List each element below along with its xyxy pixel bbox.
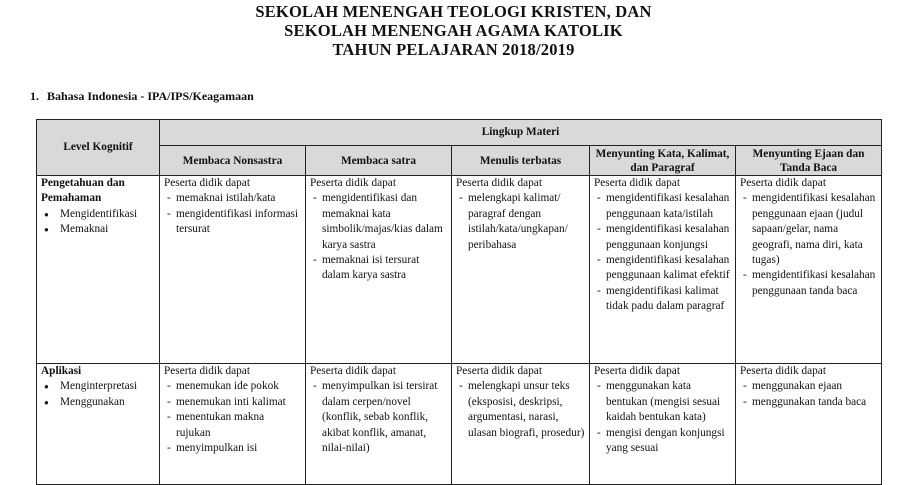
cell-item: - menggunakan tanda baca — [752, 395, 877, 410]
cell-item: - mengidentifikasi kesalahan penggunaan konjungsi — [606, 222, 731, 253]
document-title — [0, 2, 907, 59]
cell-item: - menyimpulkan isi tersirat dalam cerpen/novel (konflik, sebab konflik, akibat konflik, amanat, nilai-nilai) — [322, 379, 447, 456]
level-bullet: ● Menggunakan — [60, 395, 155, 410]
cell-list — [310, 379, 447, 456]
table-cell — [452, 176, 590, 364]
table-cell — [160, 176, 306, 364]
cell-intro: Peserta didik dapat — [740, 177, 826, 189]
cell-list — [740, 379, 877, 410]
level-bullet: ● Menginterpretasi — [60, 379, 155, 394]
title-line-1: SEKOLAH MENENGAH TEOLOGI KRISTEN, DAN — [255, 2, 652, 21]
table-cell — [590, 364, 736, 485]
level-bullet: ● Mengidentifikasi — [60, 207, 155, 222]
level-bullet-list — [41, 379, 155, 410]
cell-item: - mengidentifikasi kesalahan penggunaan ejaan (judul sapaan/gelar, nama geografi, nama diri, kata tugas) — [752, 191, 877, 268]
cell-intro: Peserta didik dapat — [456, 177, 542, 189]
cell-intro: Peserta didik dapat — [310, 365, 396, 377]
cell-item: - menentukan makna rujukan — [176, 410, 301, 441]
level-cell — [37, 364, 160, 485]
cell-item: - melengkapi kalimat/ paragraf dengan istilah/kata/ungkapan/ peribahasa — [468, 191, 585, 253]
cell-list — [164, 379, 301, 456]
section-heading — [30, 89, 254, 104]
table-cell — [452, 364, 590, 485]
column-header: Menyunting Ejaan dan Tanda Baca — [736, 146, 882, 176]
title-line-3: TAHUN PELAJARAN 2018/2019 — [332, 40, 575, 59]
cell-item: - mengidentifikasi kesalahan penggunaan tanda baca — [752, 268, 877, 299]
cell-item: - mengidentifikasi dan memaknai kata simbolik/majas/kias dalam karya sastra — [322, 191, 447, 253]
cell-item: - menemukan inti kalimat — [176, 395, 301, 410]
cell-item: - menyimpulkan isi — [176, 441, 301, 456]
cell-item: - mengidentifikasi informasi tersurat — [176, 207, 301, 238]
cell-list — [164, 191, 301, 237]
cell-intro: Peserta didik dapat — [164, 365, 250, 377]
table-cell — [590, 176, 736, 364]
cell-item: - mengidentifikasi kesalahan penggunaan kalimat efektif — [606, 253, 731, 284]
cell-item: - menemukan ide pokok — [176, 379, 301, 394]
column-header: Membaca Nonsastra — [160, 146, 306, 176]
column-header: Membaca satra — [306, 146, 452, 176]
cell-list — [456, 379, 585, 441]
cell-item: - menggunakan ejaan — [752, 379, 877, 394]
level-cell — [37, 176, 160, 364]
table-row — [37, 364, 882, 485]
cell-item: - melengkapi unsur teks (eksposisi, deskripsi, argumentasi, narasi, ulasan biografi, prosedur) — [468, 379, 585, 441]
column-header: Menulis terbatas — [452, 146, 590, 176]
cell-intro: Peserta didik dapat — [594, 177, 680, 189]
cell-intro: Peserta didik dapat — [594, 365, 680, 377]
cell-item: - mengisi dengan konjungsi yang sesuai — [606, 426, 731, 457]
cell-item: - memaknai istilah/kata — [176, 191, 301, 206]
section-label: Bahasa Indonesia - IPA/IPS/Keagamaan — [47, 89, 254, 103]
cell-list — [740, 191, 877, 299]
cell-item: - memaknai isi tersurat dalam karya sastra — [322, 253, 447, 284]
cognitive-level-table — [36, 119, 882, 485]
title-line-2: SEKOLAH MENENGAH AGAMA KATOLIK — [284, 21, 623, 40]
cell-list — [310, 191, 447, 283]
level-title: Aplikasi — [41, 365, 82, 377]
table-cell — [306, 176, 452, 364]
cell-intro: Peserta didik dapat — [310, 177, 396, 189]
table-cell — [736, 364, 882, 485]
cell-item: - mengidentifikasi kesalahan penggunaan kata/istilah — [606, 191, 731, 222]
table-cell — [160, 364, 306, 485]
level-bullet-list — [41, 207, 155, 238]
level-title: Pengetahuan dan Pemahaman — [41, 177, 125, 205]
section-number: 1. — [30, 89, 39, 103]
cell-intro: Peserta didik dapat — [740, 365, 826, 377]
cell-list — [456, 191, 585, 253]
table-row — [37, 176, 882, 364]
level-bullet: ● Memaknai — [60, 222, 155, 237]
column-header: Menyunting Kata, Kalimat, dan Paragraf — [590, 146, 736, 176]
scope-header: Lingkup Materi — [160, 120, 882, 146]
level-header: Level Kognitif — [37, 120, 160, 176]
cell-list — [594, 191, 731, 314]
table-cell — [306, 364, 452, 485]
cell-item: - menggunakan kata bentukan (mengisi sesuai kaidah bentukan kata) — [606, 379, 731, 425]
cell-list — [594, 379, 731, 456]
cell-intro: Peserta didik dapat — [456, 365, 542, 377]
table-cell — [736, 176, 882, 364]
cell-intro: Peserta didik dapat — [164, 177, 250, 189]
cell-item: - mengidentifikasi kalimat tidak padu dalam paragraf — [606, 284, 731, 315]
